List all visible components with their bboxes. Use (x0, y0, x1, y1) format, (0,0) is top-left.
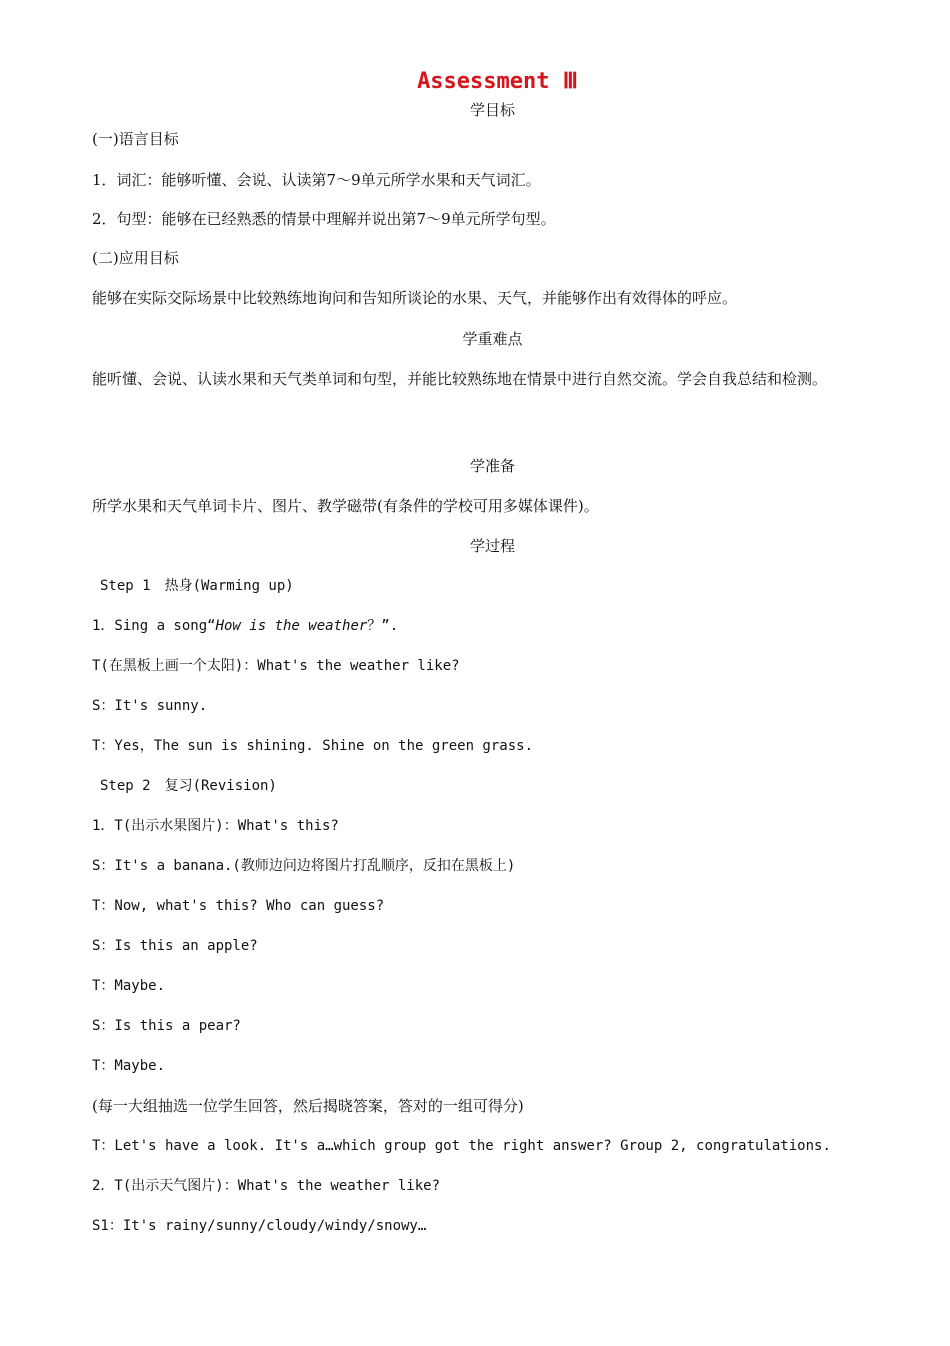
step-2-heading: Step 2 复习(Revision) (100, 778, 277, 794)
goal-2-text: 2．句型：能够在已经熟悉的情景中理解并说出第7～9单元所学句型。 (92, 210, 556, 228)
song-prefix: 1．Sing a song“ (92, 618, 216, 634)
step2-line-5: T：Maybe. (92, 978, 166, 994)
key-points-text: 能听懂、会说、认读水果和天气类单词和句型，并能比较熟练地在情景中进行自然交流。学会自我总结和检测。 (92, 370, 828, 388)
step1-line-4: T：Yes，The sun is shining. Shine on the green grass. (92, 738, 534, 754)
application-text: 能够在实际交际场景中比较熟练地询问和告知所谈论的水果、天气，并能够作出有效得体的呼应。 (92, 289, 738, 307)
section-heading-objectives: 学目标 (469, 101, 515, 119)
step2-line-7: T：Maybe. (92, 1058, 166, 1074)
step1-line-1 (92, 616, 398, 636)
song-title: How is the weather (215, 618, 368, 634)
step2-line-2: S：It's a banana.(教师边问边将图片打乱顺序，反扣在黑板上) (92, 858, 516, 874)
step2-line-8: (每一大组抽选一位学生回答，然后揭晓答案，答对的一组可得分) (92, 1097, 524, 1115)
section-heading-process: 学过程 (469, 537, 515, 555)
step-1-heading: Step 1 热身(Warming up) (100, 578, 294, 594)
document-title: Assessment Ⅲ (417, 69, 578, 94)
section-heading-preparation: 学准备 (469, 457, 515, 475)
step2-line-10: 2．T(出示天气图片)：What's the weather like? (92, 1178, 441, 1194)
step2-line-4: S：Is this an apple? (92, 938, 258, 954)
goal-1-text: 1．词汇：能够听懂、会说、认读第7～9单元所学水果和天气词汇。 (92, 171, 541, 189)
language-goals-heading: (一)语言目标 (92, 130, 179, 148)
step2-line-6: S：Is this a pear? (92, 1018, 241, 1034)
song-suffix: ？”. (367, 618, 399, 634)
step2-line-1: 1．T(出示水果图片)：What's this? (92, 818, 339, 834)
preparation-text: 所学水果和天气单词卡片、图片、教学磁带(有条件的学校可用多媒体课件)。 (92, 497, 599, 515)
step1-line-2: T(在黑板上画一个太阳)：What's the weather like? (92, 658, 460, 674)
step1-line-3: S：It's sunny. (92, 698, 208, 714)
application-goals-heading: (二)应用目标 (92, 249, 179, 267)
step2-line-3: T：Now, what's this? Who can guess? (92, 898, 385, 914)
step2-line-11: S1：It's rainy/sunny/cloudy/windy/snowy… (92, 1218, 427, 1234)
section-heading-key-points: 学重难点 (462, 330, 523, 348)
step2-line-9: T：Let's have a look. It's a…which group got the right answer? Group 2, congratulations. (92, 1138, 831, 1154)
